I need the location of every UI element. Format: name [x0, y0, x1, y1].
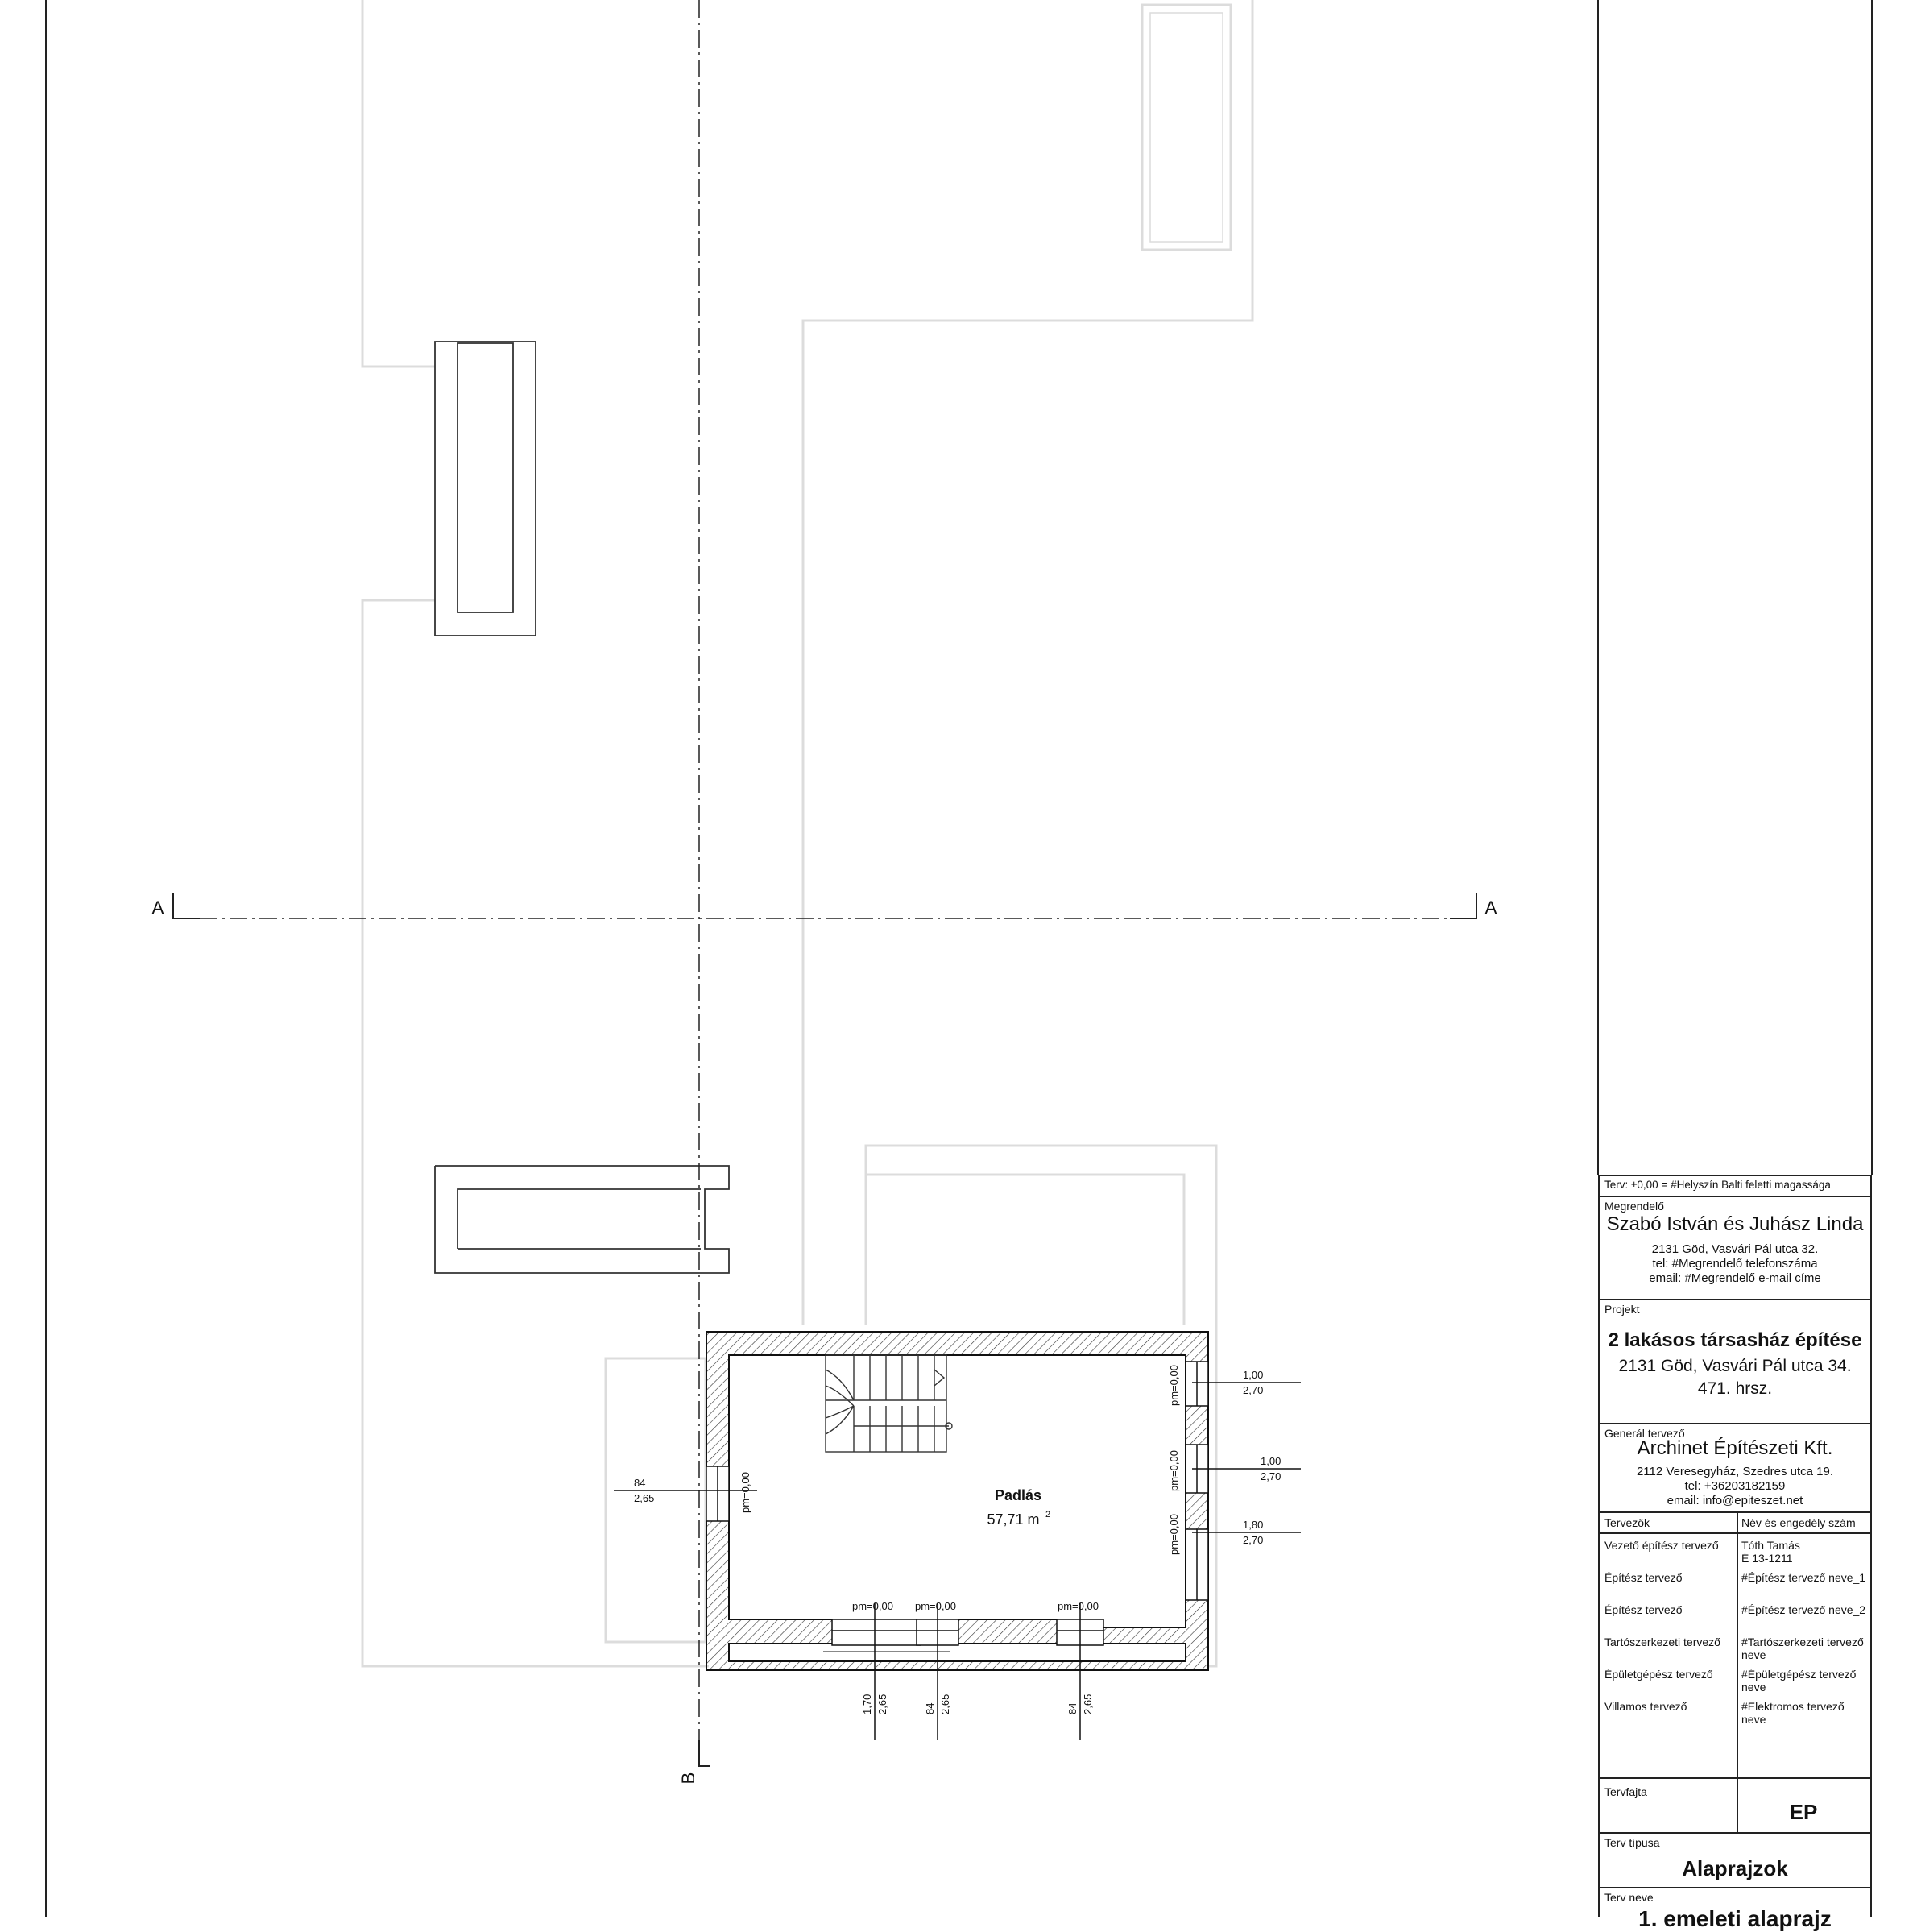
bottom-opening-3-height: 2,65	[1082, 1694, 1094, 1714]
designer-license: É 13-1211	[1741, 1552, 1793, 1565]
client-label: Megrendelő	[1604, 1200, 1664, 1213]
designer-name: Tóth Tamás	[1741, 1539, 1800, 1552]
chimney-upper	[435, 342, 536, 636]
staircase	[826, 1355, 952, 1452]
project-name: 2 lakásos társasház építése	[1608, 1329, 1862, 1351]
right-opening-2-height: 2,70	[1261, 1470, 1281, 1482]
room-area-unit: 2	[1045, 1510, 1051, 1519]
right-opening-1-height: 2,70	[1243, 1384, 1264, 1396]
project-lot: 471. hrsz.	[1697, 1379, 1773, 1398]
plan-name-section	[1600, 1887, 1870, 1931]
plan-kind-section	[1600, 1777, 1870, 1832]
right-opening-2-width: 1,00	[1261, 1455, 1281, 1467]
room-name: Padlás	[994, 1487, 1042, 1503]
designer-role: Vezető építész tervező	[1604, 1539, 1719, 1552]
plan-type-section	[1600, 1832, 1870, 1887]
level-marker-bottom-2: pm=0,00	[915, 1600, 956, 1612]
designer-role: Villamos tervező	[1604, 1700, 1687, 1713]
right-opening-3-width: 1,80	[1243, 1519, 1264, 1531]
chimney-lower	[435, 1166, 729, 1273]
bottom-opening-2-width: 84	[924, 1702, 936, 1714]
left-opening-width: 84	[634, 1477, 646, 1489]
designers-header-role: Tervezők	[1604, 1516, 1650, 1529]
plan-type-value: Alaprajzok	[1682, 1856, 1788, 1880]
bottom-opening-1-width: 1,70	[861, 1694, 873, 1714]
level-marker-right-2: pm=0,00	[1168, 1450, 1180, 1491]
section-a-label-right: A	[1484, 898, 1497, 918]
section-line-a	[152, 893, 1497, 918]
designer-name: #Épületgépész tervező neve	[1741, 1668, 1857, 1694]
bottom-opening-1-height: 2,65	[876, 1694, 888, 1714]
plan-name-label: Terv neve	[1604, 1891, 1654, 1904]
designer-role: Tartószerkezeti tervező	[1604, 1636, 1720, 1648]
client-address: 2131 Göd, Vasvári Pál utca 32.	[1651, 1242, 1819, 1256]
client-phone: tel: #Megrendelő telefonszáma	[1652, 1257, 1818, 1271]
elevation-note: Terv: ±0,00 = #Helyszín Balti feletti magassága	[1604, 1179, 1831, 1191]
designers-header-name: Név és engedély szám	[1741, 1516, 1856, 1529]
left-opening-height: 2,65	[634, 1492, 655, 1504]
section-b-label: B	[678, 1772, 698, 1785]
designers-divider	[1737, 1511, 1738, 1779]
title-block	[1598, 1175, 1872, 1931]
project-address: 2131 Göd, Vasvári Pál utca 34.	[1618, 1357, 1852, 1375]
designers-header	[1600, 1511, 1870, 1532]
designer-role: Építész tervező	[1604, 1571, 1683, 1584]
general-designer-label: Generál tervező	[1604, 1427, 1685, 1440]
level-marker-bottom-3: pm=0,00	[1058, 1600, 1099, 1612]
project-label: Projekt	[1604, 1303, 1640, 1316]
level-marker-left: pm=0,00	[739, 1472, 751, 1513]
general-designer-email: email: info@epiteszet.net	[1667, 1494, 1803, 1507]
level-marker-right-3: pm=0,00	[1168, 1514, 1180, 1555]
elevation-note-section	[1600, 1175, 1870, 1196]
room-area: 57,71 m	[987, 1511, 1040, 1528]
plan-type-label: Terv típusa	[1604, 1836, 1660, 1849]
plan-kind-label: Tervfajta	[1604, 1785, 1647, 1798]
right-opening-1-width: 1,00	[1243, 1369, 1264, 1381]
designer-role: Épületgépész tervező	[1604, 1668, 1713, 1681]
section-a-label-left: A	[151, 898, 164, 918]
room-label	[987, 1487, 1050, 1528]
plan-kind-value: EP	[1789, 1800, 1818, 1824]
designer-name: #Tartószerkezeti tervező neve	[1741, 1636, 1864, 1661]
bottom-opening-2-height: 2,65	[939, 1694, 951, 1714]
designer-name: #Elektromos tervező neve	[1741, 1700, 1845, 1726]
designer-name: #Építész tervező neve_1	[1741, 1571, 1866, 1584]
right-opening-3-height: 2,70	[1243, 1534, 1264, 1546]
designer-role: Építész tervező	[1604, 1603, 1683, 1616]
general-designer-address: 2112 Veresegyház, Szedres utca 19.	[1636, 1465, 1834, 1478]
bottom-opening-3-width: 84	[1066, 1702, 1079, 1714]
designer-name: #Építész tervező neve_2	[1741, 1603, 1866, 1616]
client-name: Szabó István és Juhász Linda	[1606, 1213, 1864, 1235]
lower-floor-outline	[362, 0, 1252, 1666]
level-marker-bottom-1: pm=0,00	[852, 1600, 893, 1612]
general-designer-phone: tel: +36203182159	[1684, 1479, 1786, 1493]
level-markers	[739, 1365, 1180, 1612]
general-designer-name: Archinet Építészeti Kft.	[1637, 1437, 1833, 1459]
designers-header-rule	[1600, 1532, 1870, 1534]
window-openings	[706, 1362, 1208, 1645]
plan-name-value: 1. emeleti alaprajz	[1638, 1906, 1832, 1931]
project-section	[1600, 1299, 1870, 1424]
client-email: email: #Megrendelő e-mail címe	[1649, 1271, 1821, 1285]
level-marker-right-1: pm=0,00	[1168, 1365, 1180, 1406]
